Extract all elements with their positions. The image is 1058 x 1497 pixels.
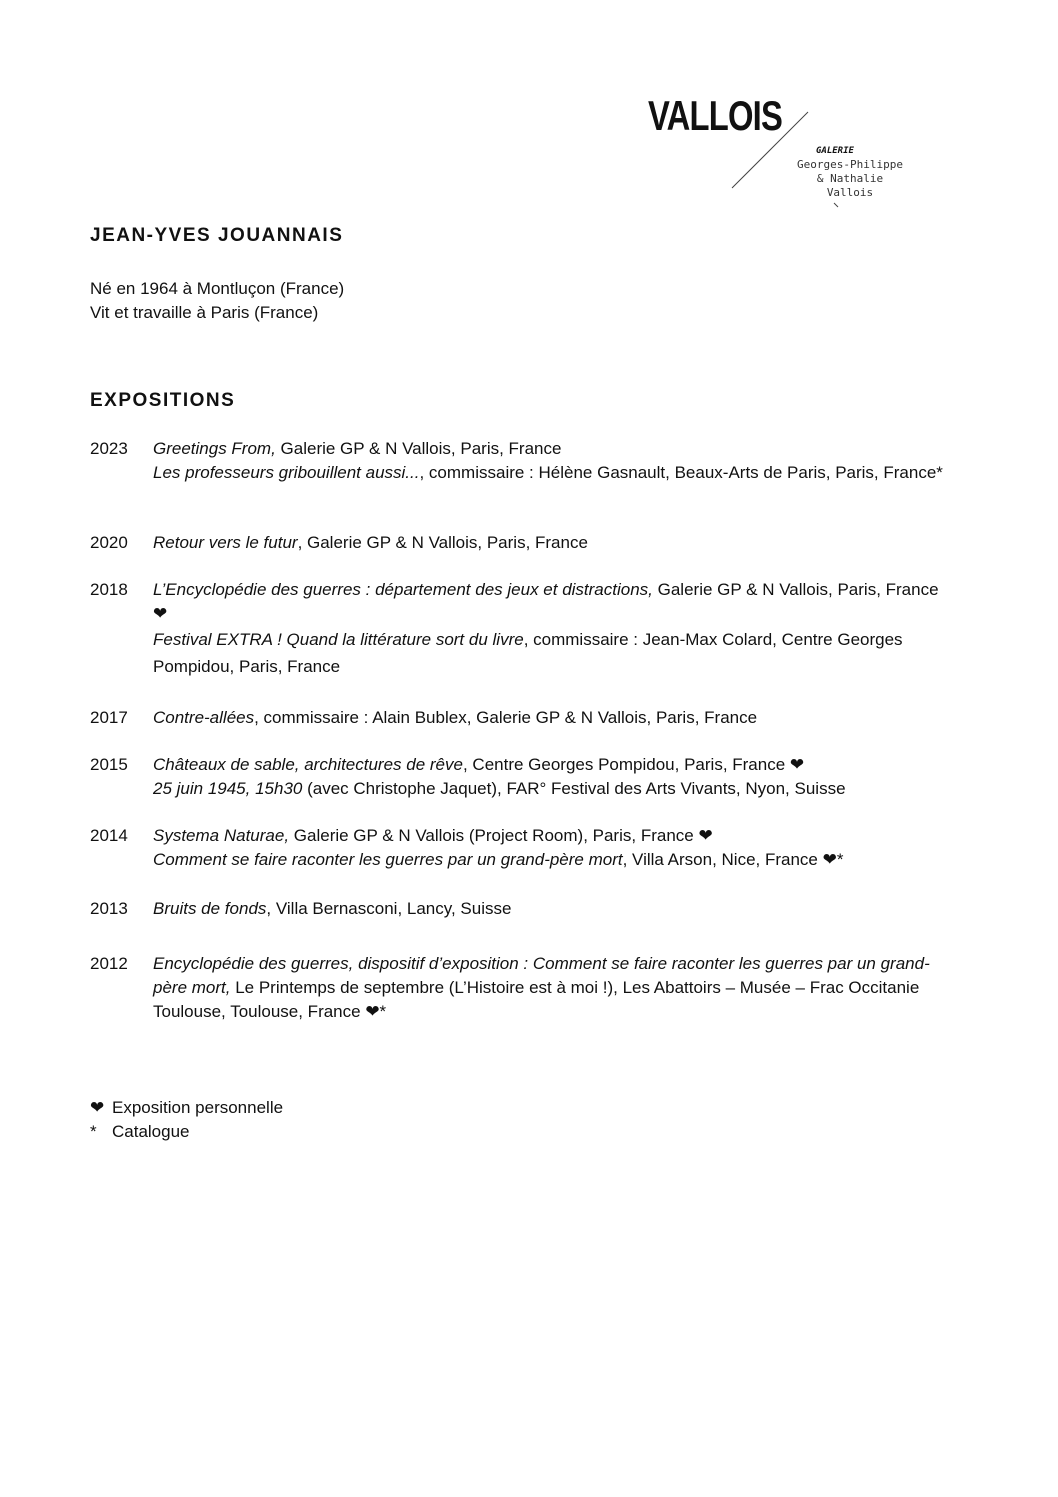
exhibition-year-block (90, 437, 950, 485)
exhibition-entry (153, 626, 950, 680)
legend-label: Catalogue (112, 1122, 190, 1141)
exhibition-year: 2018 (90, 580, 128, 599)
section-title: EXPOSITIONS (90, 390, 236, 411)
exhibition-entry (153, 578, 950, 626)
exhibition-year-block (90, 897, 950, 921)
exhibition-details: , Villa Arson, Nice, France ❤* (622, 850, 844, 869)
exhibition-title: L’Encyclopédie des guerres : département des jeux et distractions, (153, 580, 653, 599)
exhibition-year: 2017 (90, 708, 128, 727)
exhibition-details: , Centre Georges Pompidou, Paris, France ❤ (462, 755, 805, 774)
exhibition-details: Le Printemps de septembre (L’Histoire est à moi !), Les Abattoirs – Musée – Frac Occitanie Toulouse, Toulouse, France ❤* (153, 978, 920, 1021)
exhibition-details: , commissaire : Alain Bublex, Galerie GP & N Vallois, Paris, France (254, 708, 758, 727)
exhibition-entry (153, 461, 950, 485)
exhibition-title: Contre-allées (153, 708, 255, 727)
residence-line: Vit et travaille à Paris (France) (90, 303, 319, 322)
exhibition-details: Galerie GP & N Vallois (Project Room), Paris, France ❤ (289, 826, 713, 845)
legend-label: Exposition personnelle (112, 1098, 284, 1117)
exhibition-title: Retour vers le futur (153, 533, 298, 552)
logo-name-line: Georges-Philippe (797, 158, 903, 171)
exhibition-title: Encyclopédie des guerres, dispositif d’exposition : Comment se faire raconter les guerres par un grand-père mort, (153, 954, 930, 997)
exhibition-title: Festival EXTRA ! Quand la littérature sort du livre (153, 630, 524, 649)
exhibition-entry (153, 753, 950, 777)
exhibition-title: Systema Naturae, (153, 826, 290, 845)
exhibition-details: (avec Christophe Jaquet), FAR° Festival des Arts Vivants, Nyon, Suisse (302, 779, 846, 798)
exhibition-title: 25 juin 1945, 15h30 (153, 779, 303, 798)
exhibition-year-block (90, 952, 950, 1024)
exhibition-entry (153, 777, 950, 801)
exhibition-details: , commissaire : Jean-Max Colard, Centre Georges Pompidou, Paris, France (153, 630, 903, 676)
exhibition-title: Châteaux de sable, architectures de rêve (153, 755, 463, 774)
exhibition-entry (153, 437, 950, 461)
heart-icon: ❤ (90, 1098, 105, 1117)
exhibition-year: 2014 (90, 826, 128, 845)
exhibition-year: 2020 (90, 533, 128, 552)
exhibition-entry (153, 848, 950, 872)
exhibition-year-block (90, 706, 950, 730)
gallery-logo (640, 88, 920, 218)
legend (90, 1096, 283, 1144)
logo-wordmark: VALLOIS (648, 92, 783, 139)
exhibition-year-block (90, 578, 950, 680)
legend-item (90, 1120, 283, 1144)
artist-bio (90, 277, 344, 325)
exhibition-entry (153, 706, 950, 730)
logo-name-line: Vallois (826, 186, 874, 199)
exhibition-title: Les professeurs gribouillent aussi... (153, 463, 420, 482)
artist-name: JEAN-YVES JOUANNAIS (90, 225, 344, 246)
logo-galerie-label: GALERIE (816, 146, 854, 156)
birth-line: Né en 1964 à Montluçon (France) (90, 279, 345, 298)
exhibition-year-block (90, 824, 950, 872)
exhibition-details: , Galerie GP & N Vallois, Paris, France (297, 533, 588, 552)
exhibition-title: Greetings From, (153, 439, 276, 458)
exhibition-title: Bruits de fonds (153, 899, 267, 918)
legend-item (90, 1096, 283, 1120)
exhibition-details: , commissaire : Hélène Gasnault, Beaux-Arts de Paris, Paris, France* (419, 463, 943, 482)
exhibition-year: 2013 (90, 899, 128, 918)
logo-names (785, 158, 915, 200)
exhibition-year-block (90, 531, 950, 555)
exhibition-entry (153, 824, 950, 848)
exhibition-title: Comment se faire raconter les guerres par un grand-père mort (153, 850, 623, 869)
exhibition-details: Galerie GP & N Vallois, Paris, France (275, 439, 562, 458)
exhibition-entry (153, 952, 950, 1024)
exhibition-year: 2012 (90, 954, 128, 973)
exhibition-entry (153, 897, 950, 921)
logo-name-line: & Nathalie (816, 172, 884, 185)
exhibition-details: Galerie GP & N Vallois, Paris, France ❤ (153, 580, 939, 623)
exhibition-year: 2015 (90, 755, 128, 774)
asterisk-icon: * (90, 1122, 97, 1141)
exhibition-year: 2023 (90, 439, 128, 458)
exhibition-details: , Villa Bernasconi, Lancy, Suisse (266, 899, 512, 918)
exhibition-entry (153, 531, 950, 555)
exhibition-year-block (90, 753, 950, 801)
